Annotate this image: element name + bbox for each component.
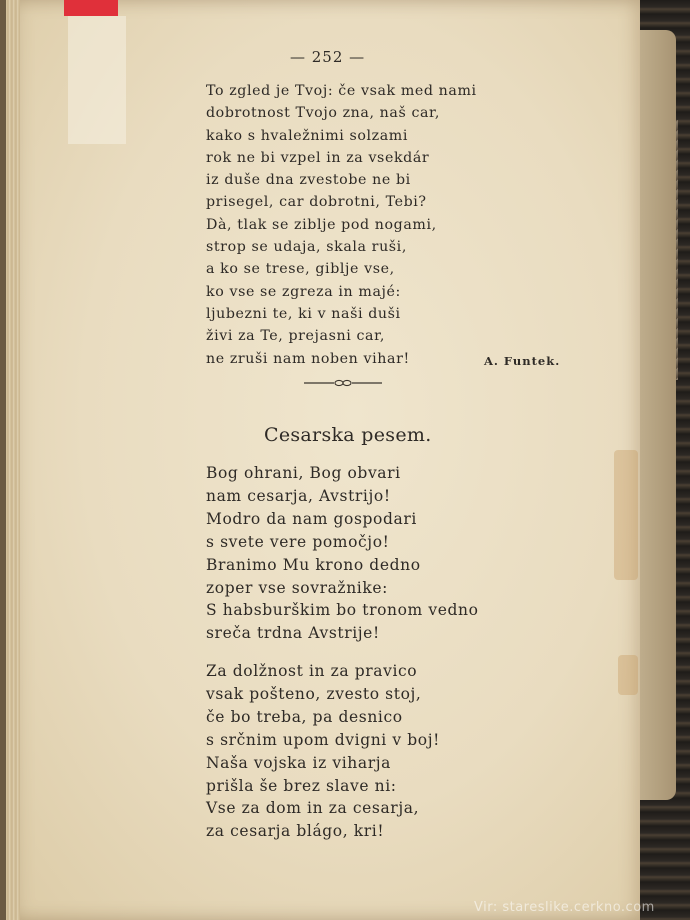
paper-stain bbox=[614, 450, 638, 580]
poem-line: zoper vse sovražnike: bbox=[206, 578, 388, 597]
poem-line: Modro da nam gospodari bbox=[206, 509, 417, 528]
poem-line: Dà, tlak se ziblje pod nogami, bbox=[206, 216, 437, 233]
stanza-one bbox=[206, 462, 479, 645]
red-bookmark-tab bbox=[64, 0, 118, 16]
poem-line: strop se udaja, skala ruši, bbox=[206, 239, 407, 256]
poem-line: iz duše dna zvestobe ne bi bbox=[206, 172, 411, 189]
poem-title: Cesarska pesem. bbox=[264, 424, 432, 446]
tape-strip bbox=[68, 16, 126, 144]
poem-line: nam cesarja, Avstrijo! bbox=[206, 486, 391, 505]
poem-line: živi za Te, prejasni car, bbox=[206, 328, 386, 345]
poem-line: Branimo Mu krono dedno bbox=[206, 555, 421, 574]
poem-line: S habsburškim bo tronom vedno bbox=[206, 601, 479, 620]
poem-one bbox=[206, 80, 477, 370]
poem-line: prišla še brez slave ni: bbox=[206, 776, 397, 795]
poem-line: ne zruši nam noben vihar! bbox=[206, 350, 410, 367]
poem-author: A. Funtek. bbox=[484, 354, 561, 368]
poem-line: sreča trdna Avstrije! bbox=[206, 624, 380, 643]
poem-line: Naša vojska iz viharja bbox=[206, 753, 391, 772]
stanza-two bbox=[206, 660, 440, 843]
poem-line: a ko se trese, giblje vse, bbox=[206, 261, 395, 278]
paper-stain bbox=[618, 655, 638, 695]
book-page bbox=[6, 0, 640, 920]
poem-line: kako s hvaležnimi solzami bbox=[206, 127, 408, 144]
poem-line: za cesarja blágo, kri! bbox=[206, 822, 385, 841]
page-edges bbox=[6, 0, 20, 920]
poem-line: vsak pošteno, zvesto stoj, bbox=[206, 684, 422, 703]
poem-line: Vse za dom in za cesarja, bbox=[206, 799, 420, 818]
poem-line: To zgled je Tvoj: če vsak med nami bbox=[206, 83, 477, 99]
source-watermark: Vir: stareslike.cerkno.com bbox=[474, 900, 655, 915]
page-number: — 252 — bbox=[290, 48, 366, 66]
poem-line: rok ne bi vzpel in za vsekdár bbox=[206, 149, 430, 166]
poem-line: dobrotnost Tvojo zna, naš car, bbox=[206, 105, 440, 122]
poem-line: Bog ohrani, Bog obvari bbox=[206, 464, 401, 482]
poem-line: s srčnim upom dvigni v boj! bbox=[206, 730, 440, 749]
poem-line: ljubezni te, ki v naši duši bbox=[206, 305, 401, 322]
poem-line: ko vse se zgreza in majé: bbox=[206, 283, 401, 300]
poem-line: če bo treba, pa desnico bbox=[206, 707, 403, 726]
poem-line: Za dolžnost in za pravico bbox=[206, 662, 418, 680]
poem-line: s svete vere pomočjo! bbox=[206, 532, 390, 551]
poem-line: prisegel, car dobrotni, Tebi? bbox=[206, 194, 427, 211]
divider-ornament bbox=[302, 376, 384, 390]
